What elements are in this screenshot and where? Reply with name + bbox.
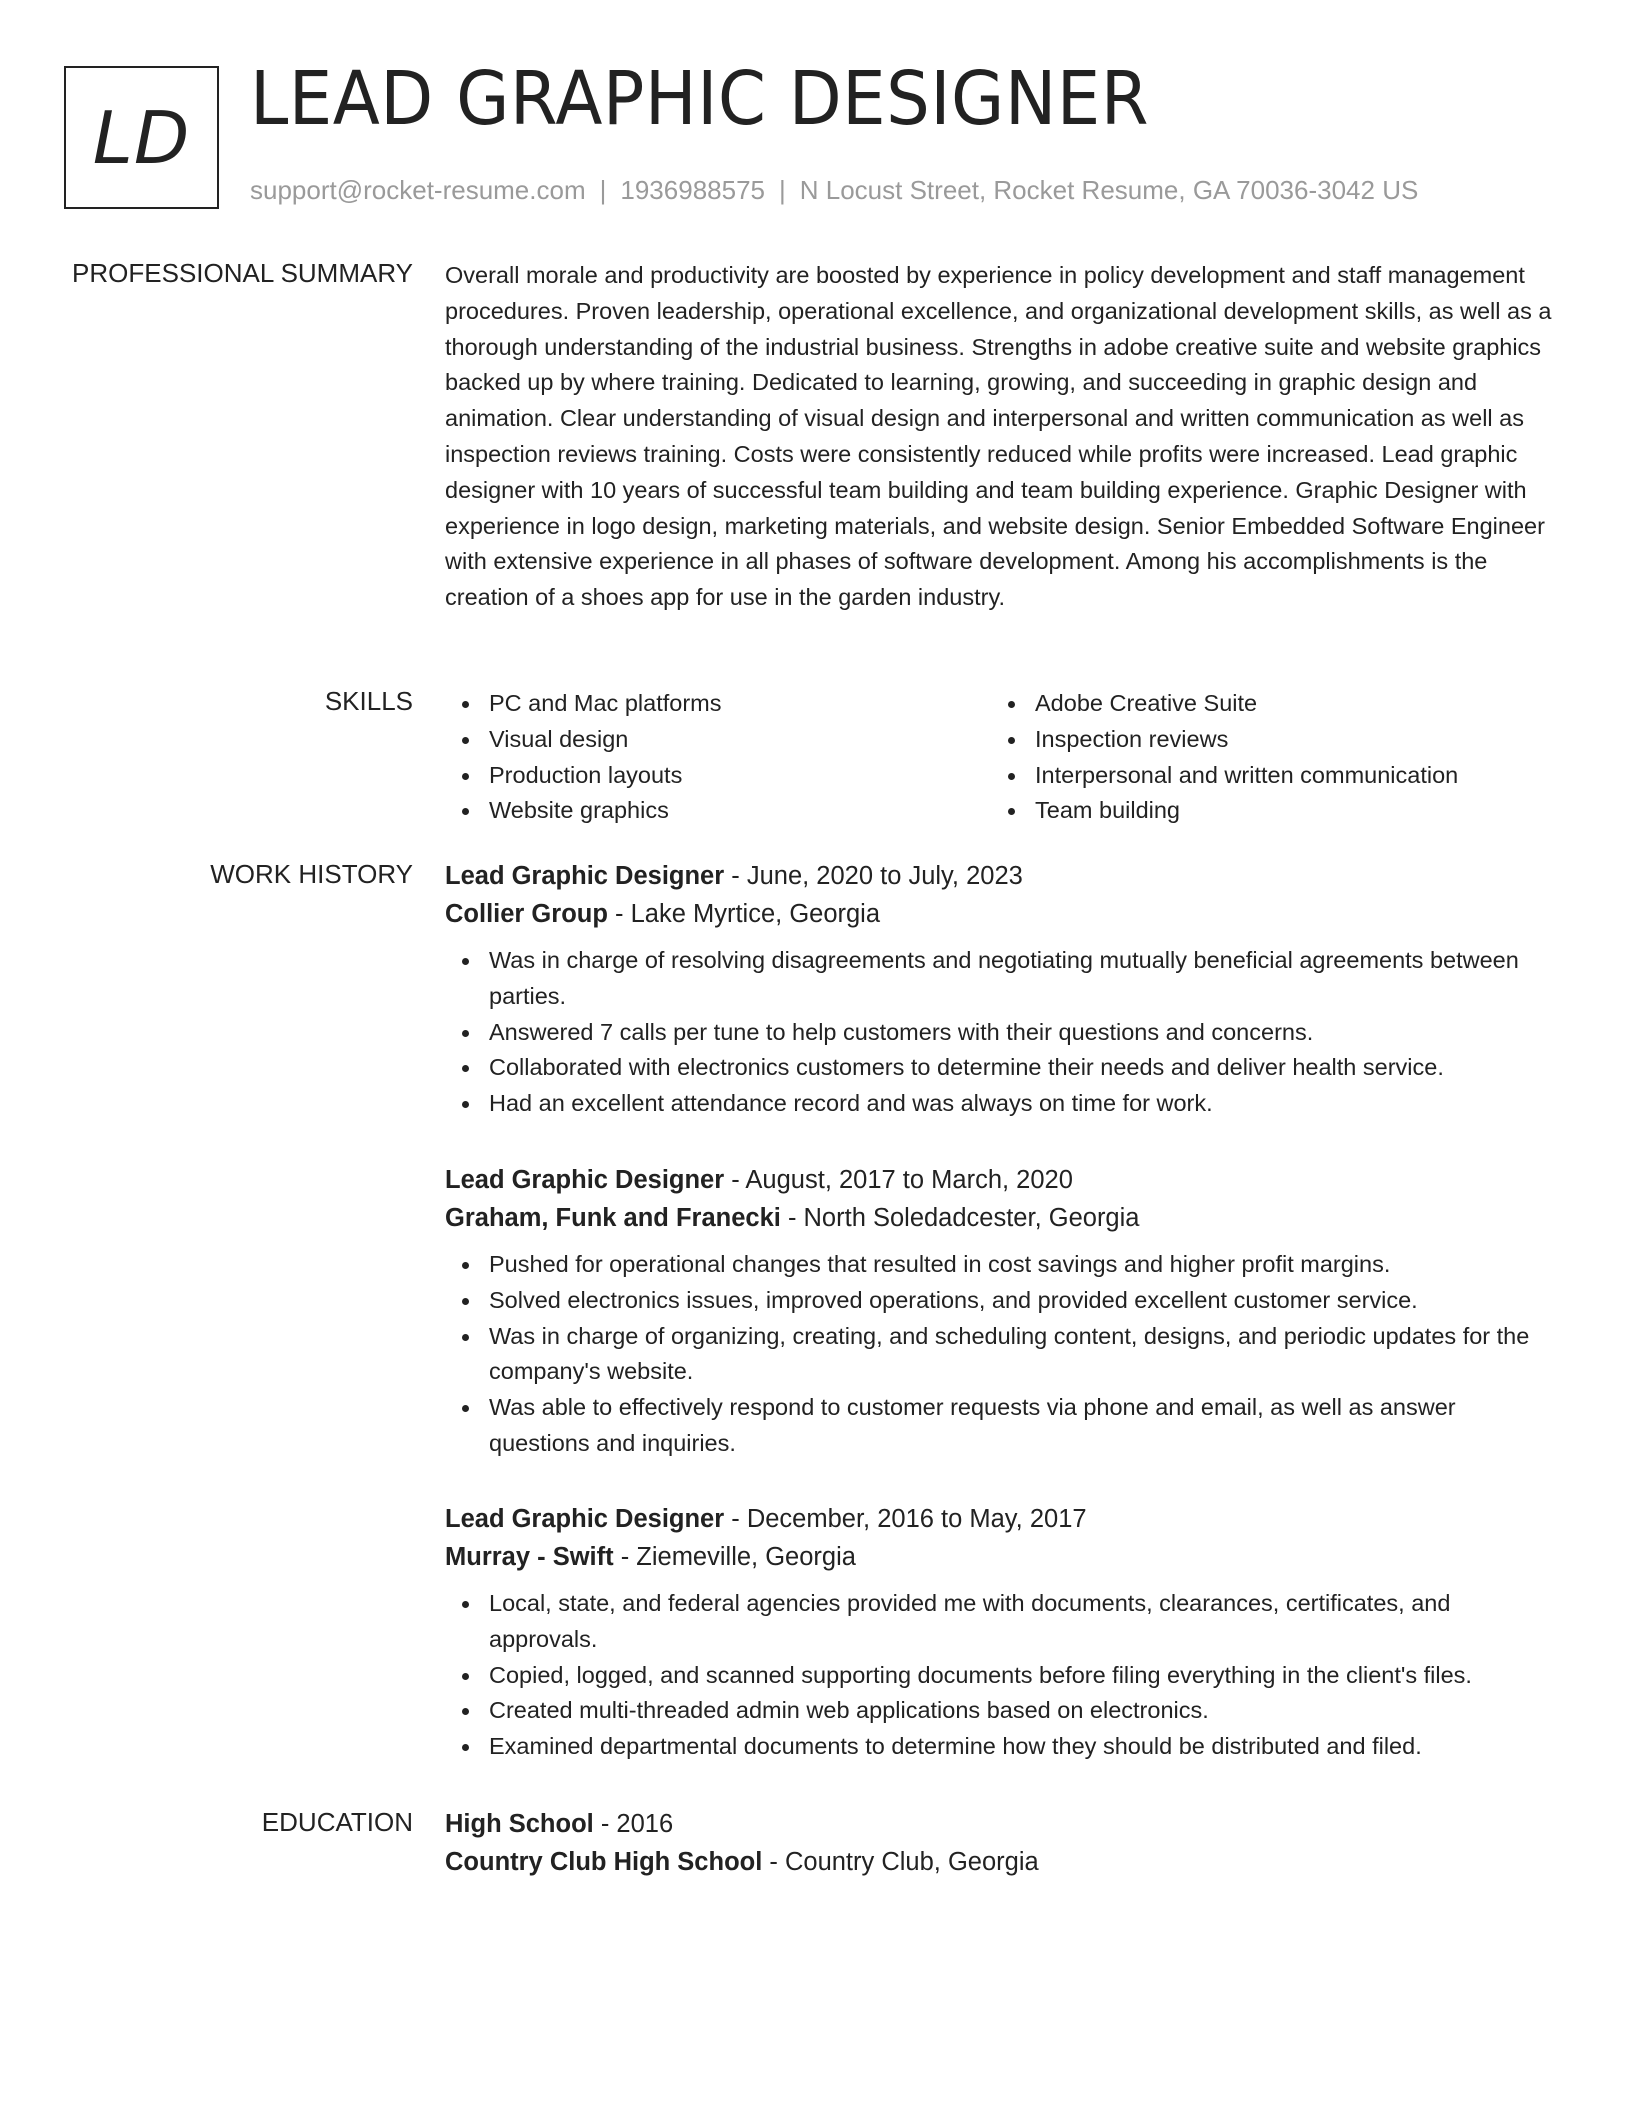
- job-entry: [445, 857, 1555, 1122]
- job-company: Collier Group: [445, 900, 608, 928]
- job-location: - Lake Myrtice, Georgia: [607, 900, 881, 928]
- job-dates: - December, 2016 to May, 2017: [724, 1505, 1087, 1533]
- job-bullet: Local, state, and federal agencies provided me with documents, clearances, certificates, and approvals.: [445, 1586, 1555, 1658]
- contact-phone: 1936988575: [620, 175, 765, 205]
- education-entry: [445, 1805, 1555, 1881]
- skill-item: PC and Mac platforms: [445, 686, 991, 722]
- job-bullet-list: [445, 1586, 1555, 1765]
- job-company-line: [445, 895, 1555, 933]
- skill-item: Interpersonal and written communication: [991, 758, 1537, 794]
- job-dates: - June, 2020 to July, 2023: [724, 862, 1023, 890]
- education-school: Country Club High School: [445, 1848, 763, 1876]
- job-company: Graham, Funk and Franecki: [445, 1204, 781, 1232]
- job-title: Lead Graphic Designer: [445, 862, 725, 890]
- job-bullet: Examined departmental documents to determine how they should be distributed and filed.: [445, 1729, 1555, 1765]
- job-location: - Ziemeville, Georgia: [613, 1543, 856, 1571]
- contact-separator: |: [599, 175, 607, 205]
- education-degree: High School: [445, 1810, 594, 1838]
- job-bullet-list: [445, 943, 1555, 1122]
- job-dates: - August, 2017 to March, 2020: [724, 1166, 1073, 1194]
- job-title-line: [445, 1161, 1555, 1199]
- skill-item: Website graphics: [445, 793, 991, 829]
- skill-item: Adobe Creative Suite: [991, 686, 1537, 722]
- work-history-heading: WORK HISTORY: [210, 859, 413, 889]
- job-company-line: [445, 1199, 1555, 1237]
- skill-item: Inspection reviews: [991, 722, 1537, 758]
- education-location: - Country Club, Georgia: [762, 1848, 1039, 1876]
- skills-list-left: [445, 686, 991, 829]
- job-bullet: Answered 7 calls per tune to help customers with their questions and concerns.: [445, 1015, 1555, 1051]
- summary-text: Overall morale and productivity are boosted by experience in policy development and staff management procedures. Proven leadership, operational excellence, and organizational development skills, as well as a thorough understanding of the industrial business. Strengths in adobe creative suite and website graphics backed up by where training. Dedicated to learning, growing, and succeeding in graphic design and animation. Clear understanding of visual design and interpersonal and written communication as well as inspection reviews training. Costs were consistently reduced while profits were increased. Lead graphic designer with 10 years of successful team building and team building experience. Graphic Designer with experience in logo design, marketing materials, and website design. Senior Embedded Software Engineer with extensive experience in all phases of software development. Among his accomplishments is the creation of a shoes app for use in the garden industry.: [445, 262, 1552, 611]
- job-title: Lead Graphic Designer: [445, 1166, 725, 1194]
- skill-item: Production layouts: [445, 758, 991, 794]
- contact-line: [250, 175, 1418, 206]
- skills-list-right: [991, 686, 1537, 829]
- contact-address: N Locust Street, Rocket Resume, GA 70036-3042 US: [799, 175, 1419, 205]
- job-bullet: Was in charge of organizing, creating, and scheduling content, designs, and periodic updates for the company's website.: [445, 1319, 1555, 1391]
- education-school-line: [445, 1843, 1555, 1881]
- job-bullet: Collaborated with electronics customers to determine their needs and deliver health service.: [445, 1050, 1555, 1086]
- education-degree-line: [445, 1805, 1555, 1843]
- job-company: Murray - Swift: [445, 1543, 614, 1571]
- job-bullet: Was in charge of resolving disagreements and negotiating mutually beneficial agreements between parties.: [445, 943, 1555, 1015]
- job-company-line: [445, 1538, 1555, 1576]
- resume-title: LEAD GRAPHIC DESIGNER: [250, 56, 1150, 142]
- education-year: - 2016: [593, 1810, 674, 1838]
- skill-item: Visual design: [445, 722, 991, 758]
- monogram-box: [64, 66, 219, 209]
- skills-heading: SKILLS: [324, 686, 413, 716]
- job-title-line: [445, 857, 1555, 895]
- job-entry: [445, 1161, 1555, 1462]
- education-heading: EDUCATION: [261, 1807, 413, 1837]
- contact-separator: |: [779, 175, 786, 205]
- job-bullet: Created multi-threaded admin web applications based on electronics.: [445, 1693, 1555, 1729]
- job-bullet-list: [445, 1247, 1555, 1462]
- summary-heading: PROFESSIONAL SUMMARY: [72, 258, 413, 288]
- job-bullet: Copied, logged, and scanned supporting documents before filing everything in the client's files.: [445, 1658, 1555, 1694]
- job-bullet: Solved electronics issues, improved operations, and provided excellent customer service.: [445, 1283, 1555, 1319]
- job-location: - North Soledadcester, Georgia: [780, 1204, 1140, 1232]
- job-bullet: Had an excellent attendance record and was always on time for work.: [445, 1086, 1555, 1122]
- contact-email: support@rocket-resume.com: [250, 175, 586, 205]
- job-title: Lead Graphic Designer: [445, 1505, 725, 1533]
- job-bullet: Was able to effectively respond to customer requests via phone and email, as well as answer questions and inquiries.: [445, 1390, 1555, 1462]
- job-entry: [445, 1500, 1555, 1765]
- skill-item: Team building: [991, 793, 1537, 829]
- monogram-initials: LD: [92, 95, 191, 180]
- job-title-line: [445, 1500, 1555, 1538]
- job-bullet: Pushed for operational changes that resulted in cost savings and higher profit margins.: [445, 1247, 1555, 1283]
